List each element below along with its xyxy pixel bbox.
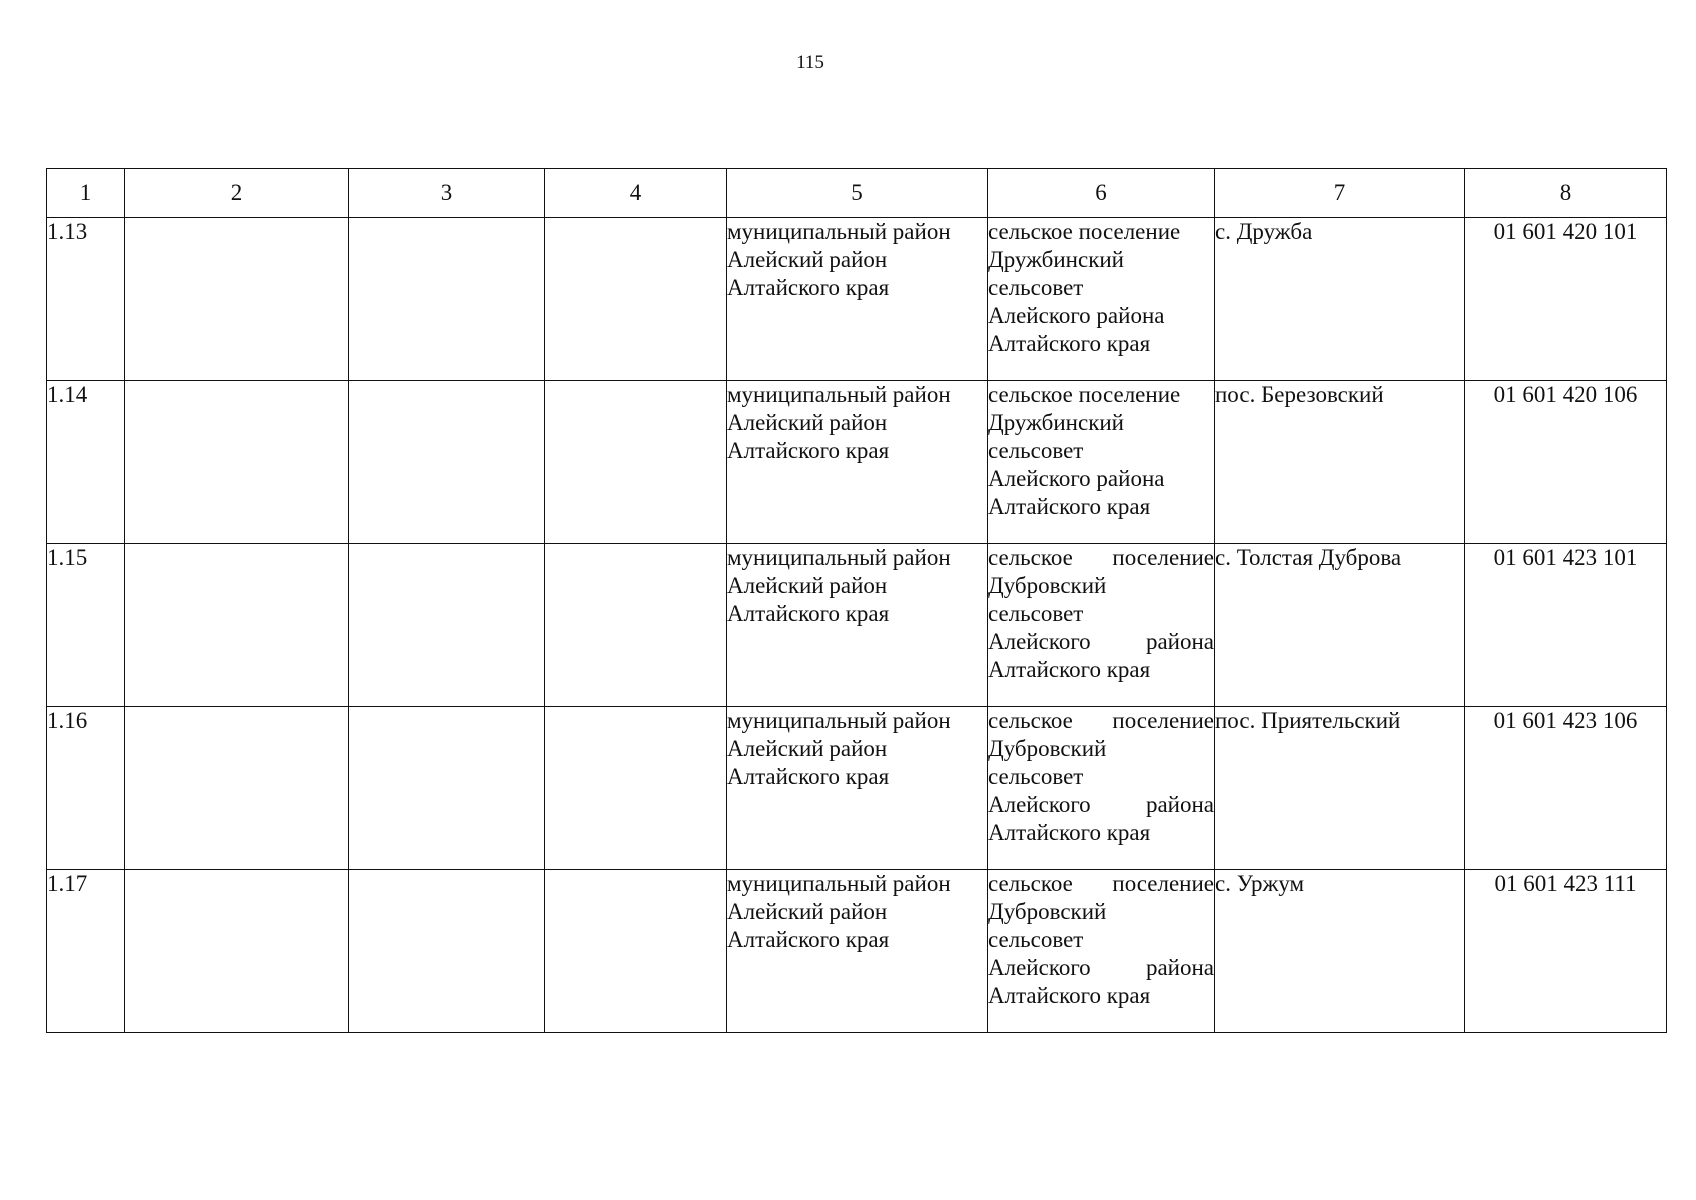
settlement-line: сельсовет — [988, 275, 1084, 300]
municipal-district-cell — [727, 870, 988, 1033]
settlement-line: Алтайского края — [988, 331, 1151, 356]
table-row — [47, 870, 1667, 1033]
settlement-line: Дубровский — [988, 573, 1107, 598]
code-cell: 01 601 420 101 — [1465, 218, 1667, 381]
settlement-line: Дубровский — [988, 736, 1107, 761]
code-cell: 01 601 423 101 — [1465, 544, 1667, 707]
settlement-line: сельское поселение — [988, 708, 1214, 733]
cell-col2 — [125, 707, 349, 870]
row-number: 1.14 — [47, 381, 125, 544]
municipal-district-line: муниципальный район — [727, 545, 951, 570]
municipal-district-line: Алейский район — [727, 410, 888, 435]
settlement-line: Дубровский — [988, 899, 1107, 924]
municipal-district-line: Алтайского края — [727, 601, 890, 626]
header-cell-8: 8 — [1465, 169, 1667, 218]
settlement-line: Дружбинский — [988, 247, 1124, 272]
municipal-district-cell — [727, 707, 988, 870]
locality-cell: с. Толстая Дуброва — [1215, 544, 1465, 707]
code-cell: 01 601 423 111 — [1465, 870, 1667, 1033]
cell-col2 — [125, 870, 349, 1033]
settlement-line: Алтайского края — [988, 494, 1151, 519]
table-row — [47, 707, 1667, 870]
cell-col3 — [349, 218, 545, 381]
header-cell-4: 4 — [545, 169, 727, 218]
municipal-district-line: Алтайского края — [727, 764, 890, 789]
settlement-line: сельсовет — [988, 927, 1084, 952]
municipal-district-cell — [727, 381, 988, 544]
cell-col3 — [349, 381, 545, 544]
settlement-cell — [988, 381, 1215, 544]
settlement-line: сельское поселение — [988, 382, 1181, 407]
table-row — [47, 544, 1667, 707]
cell-col4 — [545, 381, 727, 544]
municipal-district-line: Алейский район — [727, 247, 888, 272]
settlement-cell — [988, 870, 1215, 1033]
settlement-line: сельсовет — [988, 601, 1084, 626]
municipal-district-line: Алейский район — [727, 573, 888, 598]
settlement-line: Алтайского края — [988, 820, 1151, 845]
header-cell-6: 6 — [988, 169, 1215, 218]
locality-cell: с. Уржум — [1215, 870, 1465, 1033]
municipal-district-cell — [727, 218, 988, 381]
row-number: 1.17 — [47, 870, 125, 1033]
municipal-district-line: муниципальный район — [727, 871, 951, 896]
municipal-district-line: муниципальный район — [727, 382, 951, 407]
code-cell: 01 601 420 106 — [1465, 381, 1667, 544]
cell-col2 — [125, 544, 349, 707]
settlement-line: Алтайского края — [988, 983, 1151, 1008]
settlement-cell — [988, 218, 1215, 381]
settlement-line: сельское поселение — [988, 219, 1181, 244]
header-cell-1: 1 — [47, 169, 125, 218]
cell-col2 — [125, 381, 349, 544]
cell-col3 — [349, 544, 545, 707]
locality-cell: пос. Березовский — [1215, 381, 1465, 544]
settlement-cell — [988, 707, 1215, 870]
municipal-district-line: муниципальный район — [727, 708, 951, 733]
municipal-district-line: Алтайского края — [727, 275, 890, 300]
header-cell-5: 5 — [727, 169, 988, 218]
settlement-line: Алейского района — [988, 792, 1214, 817]
locality-cell: пос. Приятельский — [1215, 707, 1465, 870]
municipal-district-line: Алейский район — [727, 899, 888, 924]
settlement-line: Алейского района — [988, 955, 1214, 980]
settlement-line: Дружбинский — [988, 410, 1124, 435]
municipal-district-line: Алейский район — [727, 736, 888, 761]
page-number: 115 — [796, 52, 824, 73]
settlement-line: Алейского района — [988, 466, 1165, 491]
settlement-line: Алейского района — [988, 629, 1214, 654]
cell-col4 — [545, 707, 727, 870]
settlement-line: сельское поселение — [988, 545, 1214, 570]
settlement-line: сельсовет — [988, 764, 1084, 789]
code-cell: 01 601 423 106 — [1465, 707, 1667, 870]
cell-col4 — [545, 218, 727, 381]
municipal-district-line: Алтайского края — [727, 438, 890, 463]
settlement-line: сельское поселение — [988, 871, 1214, 896]
cell-col3 — [349, 870, 545, 1033]
header-cell-7: 7 — [1215, 169, 1465, 218]
header-cell-2: 2 — [125, 169, 349, 218]
row-number: 1.13 — [47, 218, 125, 381]
settlement-line: сельсовет — [988, 438, 1084, 463]
cell-col4 — [545, 870, 727, 1033]
header-cell-3: 3 — [349, 169, 545, 218]
cell-col2 — [125, 218, 349, 381]
settlement-line: Алейского района — [988, 303, 1165, 328]
row-number: 1.15 — [47, 544, 125, 707]
settlement-registry-table — [46, 168, 1667, 1033]
municipal-district-line: Алтайского края — [727, 927, 890, 952]
municipal-district-line: муниципальный район — [727, 219, 951, 244]
settlement-cell — [988, 544, 1215, 707]
header-row — [47, 169, 1667, 218]
cell-col4 — [545, 544, 727, 707]
row-number: 1.16 — [47, 707, 125, 870]
locality-cell: с. Дружба — [1215, 218, 1465, 381]
municipal-district-cell — [727, 544, 988, 707]
table-row — [47, 218, 1667, 381]
cell-col3 — [349, 707, 545, 870]
settlement-line: Алтайского края — [988, 657, 1151, 682]
table-row — [47, 381, 1667, 544]
